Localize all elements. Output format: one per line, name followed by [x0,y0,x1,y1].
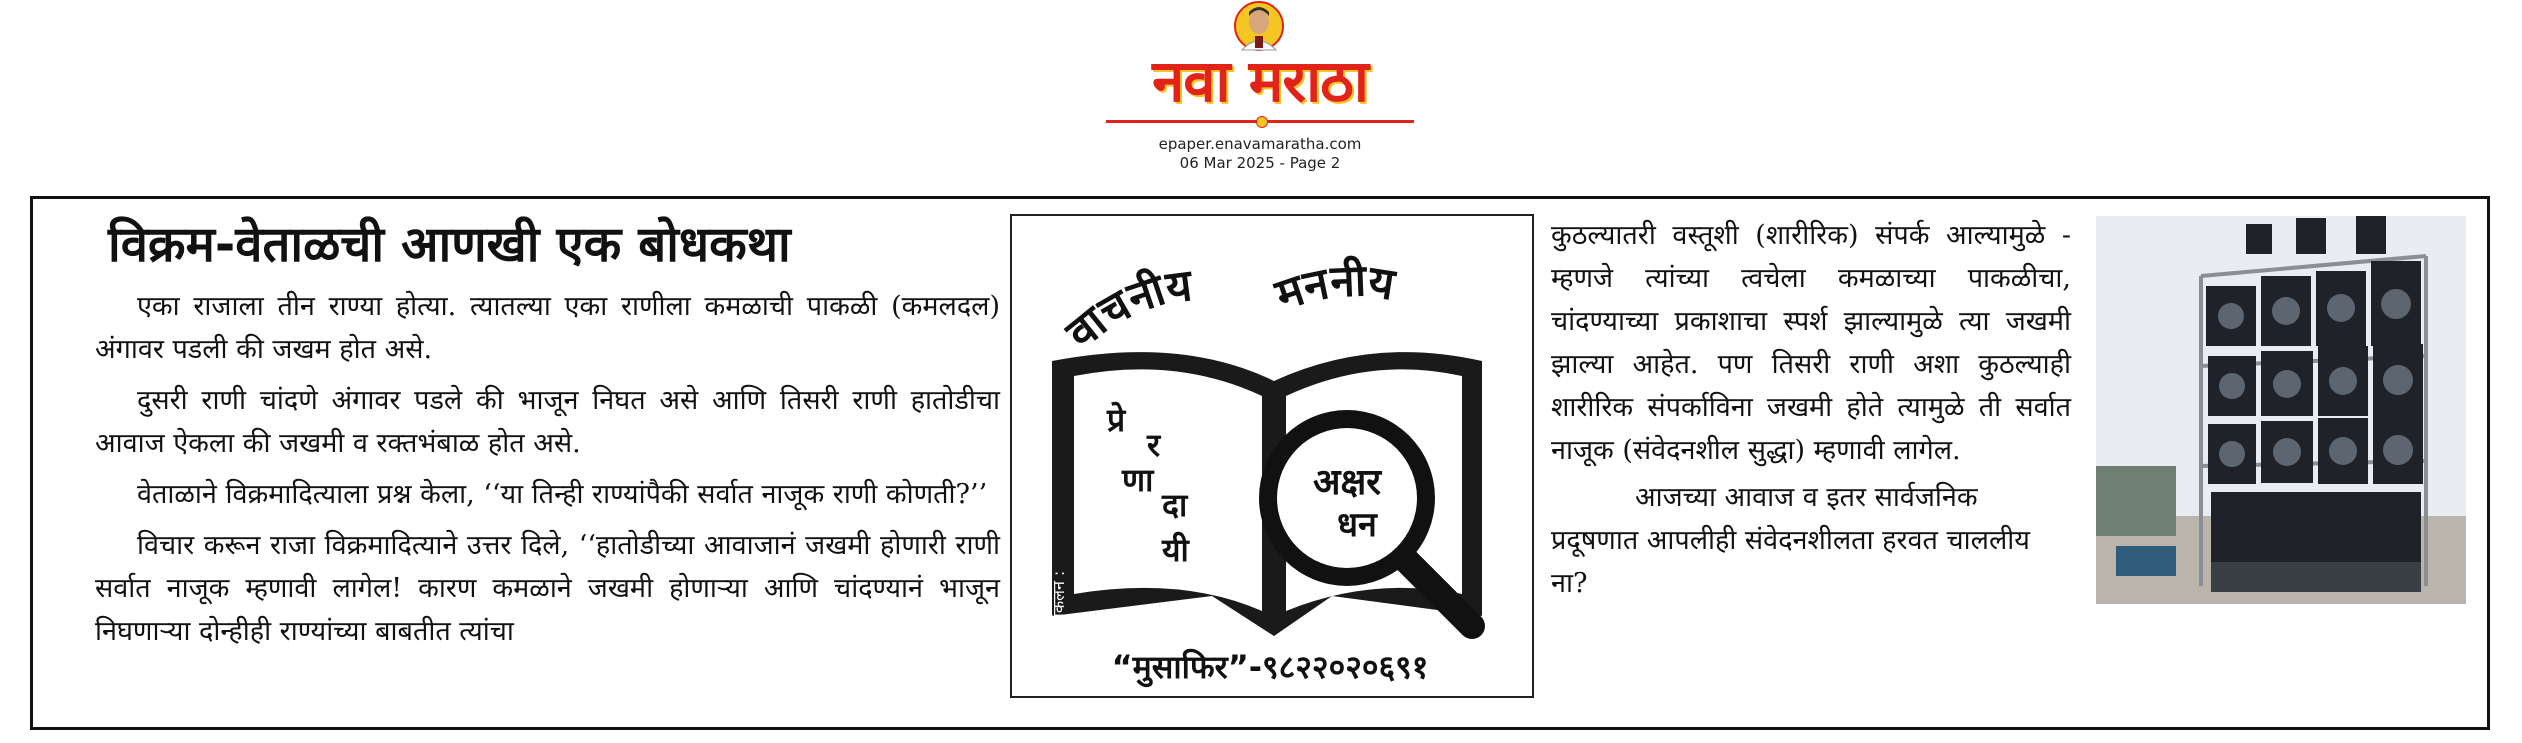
lens-word-2: धन [1337,505,1377,545]
paragraph: आजच्या आवाज व इतर सार्वजनिक प्रदूषणात आपलीही संवेदनशीलता हरवत चाललीय ना? [1551,482,2030,599]
arched-word-right: मननीय [1269,255,1398,322]
date-and-page: 06 Mar 2025 - Page 2 [1179,154,1341,172]
vertical-char: प्रे [1107,401,1126,439]
site-url: epaper.enavamaratha.com [1158,135,1362,153]
column-logo-illustration [1010,214,1534,698]
compiled-by-label: संकलन : [1049,570,1068,624]
founder-portrait-icon [1234,0,1284,52]
article-frame [30,196,2490,730]
paragraph: एका राजाला तीन राण्या होत्या. त्यातल्या एका राणीला कमळाची पाकळी (कमलदल) अंगावर पडली की जखम होत असे. [95,291,1000,365]
paragraph: वेताळाने विक्रमादित्याला प्रश्न केला, ‘‘या तिन्ही राण्यांपैकी सर्वात नाजूक राणी कोणती?’’ [137,479,988,510]
speaker-tower-photo [2096,216,2466,604]
svg-text:वाचनीय [1056,260,1196,360]
lens-word-1: अक्षर [1312,462,1382,503]
brand-title: नवा मराठा [1152,47,1368,115]
vertical-char: र [1147,426,1161,464]
masthead [1100,0,1420,178]
arched-word-left: वाचनीय [1056,259,1195,359]
svg-text:मननीय [1268,254,1399,321]
author-credit: “मुसाफिर”-९८२२०२०६९१ [1111,648,1429,686]
vertical-char: णा [1122,461,1154,499]
article-column-right [1551,214,2071,609]
paragraph: दुसरी राणी चांदणे अंगावर पडले की भाजून निघत असे आणि तिसरी राणी हातोडीचा आवाज ऐकला की जखमी व रक्तभंबाळ होत असे. [95,385,1000,459]
vertical-char: दा [1162,486,1188,524]
logo-strip [1106,112,1414,130]
article-column-left [95,285,1000,661]
book-magnifier-graphic [1012,216,1532,696]
paragraph: विचार करून राजा विक्रमादित्याने उत्तर दिले, ‘‘हातोडीच्या आवाजानं जखमी होणारी राणी सर्वात नाजूक म्हणावी लागेल! कारण कमळाने जखमी होणाऱ्या आणि चांदण्यानं भाजून निघणाऱ्या दोन्हीही राण्यांच्या बाबतीत त्यांचा [95,530,1000,647]
newspaper-logo [1100,48,1420,118]
vertical-char: यी [1162,531,1189,569]
article-headline: विक्रम-वेताळची आणखी एक बोधकथा [108,216,791,273]
paragraph: कुठल्यातरी वस्तूशी (शारीरिक) संपर्क आल्यामुळे - म्हणजे त्यांच्या त्वचेला कमळाच्या पाकळीचा, चांदण्याच्या प्रकाशाचा स्पर्श झाल्यामुळे त्या जखमी झाल्या आहेत. पण तिसरी राणी अशा कुठल्याही शारीरिक संपर्काविना जखमी होते त्यामुळे ती सर्वात नाजूक (संवेदनशील सुद्धा) म्हणावी लागेल. [1551,220,2071,466]
